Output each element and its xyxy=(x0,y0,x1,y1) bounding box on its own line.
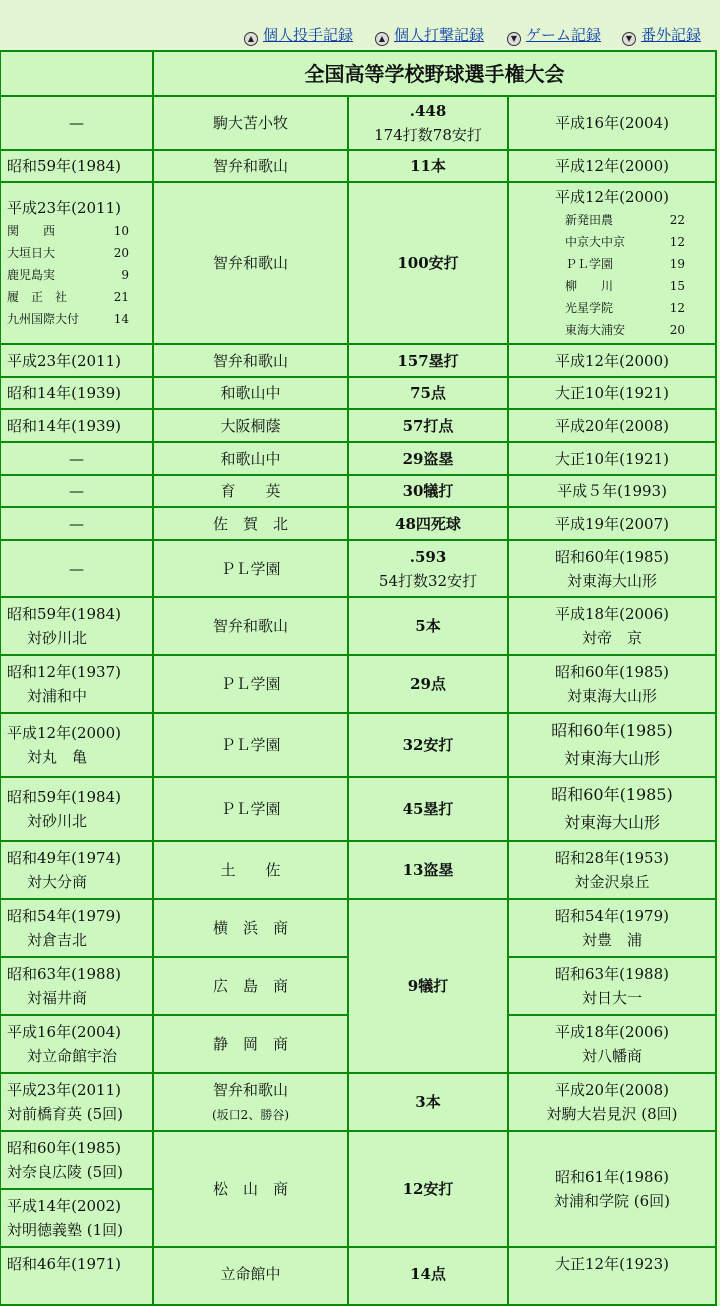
table-row xyxy=(0,899,716,957)
prior-record-cell: 昭和60年(1985) 対東海大山形 xyxy=(508,540,716,597)
team-cell: 土 佐 xyxy=(153,841,348,899)
record-date-cell: — xyxy=(0,442,153,475)
prior-record-cell: 平成18年(2006) 対八幡商 xyxy=(508,1015,716,1073)
team-cell: 和歌山中 xyxy=(153,442,348,475)
prior-record-cell: 昭和60年(1985) 対東海大山形 xyxy=(508,777,716,841)
down-circle-icon: ▼ xyxy=(507,32,521,46)
team-cell: 静 岡 商 xyxy=(153,1015,348,1073)
table-row xyxy=(0,377,716,409)
record-cell: .448 174打数78安打 xyxy=(348,96,508,150)
team-cell: 広 島 商 xyxy=(153,957,348,1015)
opponent-hits-list: 関 西 10 大垣日大 20 鹿児島実 9 履 正 社 21 九州国際大付 14 xyxy=(7,224,129,326)
record-cell: 13盗塁 xyxy=(348,841,508,899)
record-date-cell: 昭和54年(1979) 対倉吉北 xyxy=(0,899,153,957)
record-date-cell: 平成12年(2000) 対丸 亀 xyxy=(0,713,153,777)
team-cell: ＰＬ学園 xyxy=(153,713,348,777)
nav-link-game[interactable]: ▼ ゲーム記録 xyxy=(507,24,601,45)
prior-record-cell: 平成20年(2008) 対駒大岩見沢 (8回) xyxy=(508,1073,716,1131)
up-circle-icon: ▲ xyxy=(244,32,258,46)
prior-record-cell: 昭和61年(1986) 対浦和学院 (6回) xyxy=(508,1131,716,1247)
team-cell: 和歌山中 xyxy=(153,377,348,409)
record-cell: 57打点 xyxy=(348,409,508,442)
nav-link-extra[interactable]: ▼ 番外記録 xyxy=(622,24,701,45)
record-date-cell: 平成16年(2004) 対立命館宇治 xyxy=(0,1015,153,1073)
record-cell: 75点 xyxy=(348,377,508,409)
nav-link-batting[interactable]: ▲ 個人打撃記録 xyxy=(375,24,484,45)
record-date-cell: 平成14年(2002) 対明徳義塾 (1回) xyxy=(0,1189,153,1247)
prior-record-cell: 昭和63年(1988) 対日大一 xyxy=(508,957,716,1015)
record-cell: 32安打 xyxy=(348,713,508,777)
table-row xyxy=(0,597,716,655)
team-cell: 駒大苫小牧 xyxy=(153,96,348,150)
record-cell: 11本 xyxy=(348,150,508,182)
table-row xyxy=(0,713,716,777)
record-cell: 30犠打 xyxy=(348,475,508,507)
header-row xyxy=(0,51,716,96)
record-cell: 48四死球 xyxy=(348,507,508,540)
record-date-cell: — xyxy=(0,475,153,507)
prior-record-cell: 大正10年(1921) xyxy=(508,442,716,475)
record-cell: 29点 xyxy=(348,655,508,713)
table-row xyxy=(0,1131,716,1189)
table-row xyxy=(0,1247,716,1305)
prior-record-cell: 平成12年(2000) xyxy=(508,344,716,377)
record-cell: 45塁打 xyxy=(348,777,508,841)
record-date-cell: 平成23年(2011) 対前橋育英 (5回) xyxy=(0,1073,153,1131)
prior-record-cell: 昭和60年(1985) 対東海大山形 xyxy=(508,713,716,777)
team-cell: 立命館中 xyxy=(153,1247,348,1305)
record-date-cell: 昭和14年(1939) xyxy=(0,409,153,442)
team-cell: 智弁和歌山 xyxy=(153,344,348,377)
table-row xyxy=(0,150,716,182)
table-row xyxy=(0,182,716,344)
record-date-cell: 昭和46年(1971) xyxy=(0,1247,153,1305)
opponent-hits-list: 新発田農 22 中京大中京 12 ＰＬ学園 19 柳 川 15 光星学院 12 東海大浦安 20 xyxy=(565,213,685,337)
record-cell: 29盗塁 xyxy=(348,442,508,475)
team-cell: 大阪桐蔭 xyxy=(153,409,348,442)
table-row xyxy=(0,475,716,507)
up-circle-icon: ▲ xyxy=(375,32,389,46)
record-date-cell: 昭和12年(1937) 対浦和中 xyxy=(0,655,153,713)
prior-record-cell: 平成12年(2000) 新発田農 22 中京大中京 12 ＰＬ学園 19 柳 川 15 光星学院 12 東海大浦安 20 xyxy=(508,182,716,344)
prior-record-cell: 平成20年(2008) xyxy=(508,409,716,442)
record-date-cell: 昭和60年(1985) 対奈良広陵 (5回) xyxy=(0,1131,153,1189)
team-cell: ＰＬ学園 xyxy=(153,655,348,713)
prior-record-cell: 平成19年(2007) xyxy=(508,507,716,540)
table-row xyxy=(0,841,716,899)
team-cell: 横 浜 商 xyxy=(153,899,348,957)
prior-record-cell: 昭和60年(1985) 対東海大山形 xyxy=(508,655,716,713)
team-cell: 智弁和歌山 xyxy=(153,597,348,655)
team-cell: 智弁和歌山 xyxy=(153,150,348,182)
table-row xyxy=(0,96,716,150)
record-cell: 12安打 xyxy=(348,1131,508,1247)
table-row xyxy=(0,1073,716,1131)
team-cell: 育 英 xyxy=(153,475,348,507)
prior-record-cell: 昭和54年(1979) 対豊 浦 xyxy=(508,899,716,957)
record-cell: 3本 xyxy=(348,1073,508,1131)
table-row xyxy=(0,540,716,597)
team-cell: 智弁和歌山 xyxy=(153,182,348,344)
table-title: 全国高等学校野球選手権大会 xyxy=(153,51,716,96)
prior-record-cell: 平成12年(2000) xyxy=(508,150,716,182)
record-date-cell: 昭和63年(1988) 対福井商 xyxy=(0,957,153,1015)
record-cell: 14点 xyxy=(348,1247,508,1305)
record-cell: 9犠打 xyxy=(348,899,508,1073)
record-date-cell: 昭和59年(1984) xyxy=(0,150,153,182)
record-date-cell: — xyxy=(0,507,153,540)
record-cell: 157塁打 xyxy=(348,344,508,377)
record-date-cell: 昭和59年(1984) 対砂川北 xyxy=(0,597,153,655)
table-row xyxy=(0,409,716,442)
prior-record-cell: 大正12年(1923) xyxy=(508,1247,716,1305)
record-date-cell: — xyxy=(0,540,153,597)
team-cell: ＰＬ学園 xyxy=(153,777,348,841)
top-navigation xyxy=(0,24,720,50)
table-row xyxy=(0,507,716,540)
header-blank xyxy=(0,51,153,96)
prior-record-cell: 大正10年(1921) xyxy=(508,377,716,409)
prior-record-cell: 平成５年(1993) xyxy=(508,475,716,507)
prior-record-cell: 昭和28年(1953) 対金沢泉丘 xyxy=(508,841,716,899)
record-cell: .593 54打数32安打 xyxy=(348,540,508,597)
record-date-cell: 昭和49年(1974) 対大分商 xyxy=(0,841,153,899)
table-row xyxy=(0,344,716,377)
prior-record-cell: 平成18年(2006) 対帝 京 xyxy=(508,597,716,655)
record-date-cell: 平成23年(2011) xyxy=(0,344,153,377)
record-date-cell: 平成23年(2011) 関 西 10 大垣日大 20 鹿児島実 9 履 正 社 21 九州国際大付 14 xyxy=(0,182,153,344)
table-row xyxy=(0,442,716,475)
nav-link-pitching[interactable]: ▲ 個人投手記録 xyxy=(244,24,353,45)
record-date-cell: 昭和14年(1939) xyxy=(0,377,153,409)
team-cell: 智弁和歌山 (坂口2、勝谷) xyxy=(153,1073,348,1131)
record-date-cell: — xyxy=(0,96,153,150)
table-row xyxy=(0,655,716,713)
table-row xyxy=(0,777,716,841)
down-circle-icon: ▼ xyxy=(622,32,636,46)
team-cell: 佐 賀 北 xyxy=(153,507,348,540)
record-date-cell: 昭和59年(1984) 対砂川北 xyxy=(0,777,153,841)
team-cell: 松 山 商 xyxy=(153,1131,348,1247)
records-table xyxy=(0,50,717,1306)
record-cell: 5本 xyxy=(348,597,508,655)
team-cell: ＰＬ学園 xyxy=(153,540,348,597)
record-cell: 100安打 xyxy=(348,182,508,344)
prior-record-cell: 平成16年(2004) xyxy=(508,96,716,150)
